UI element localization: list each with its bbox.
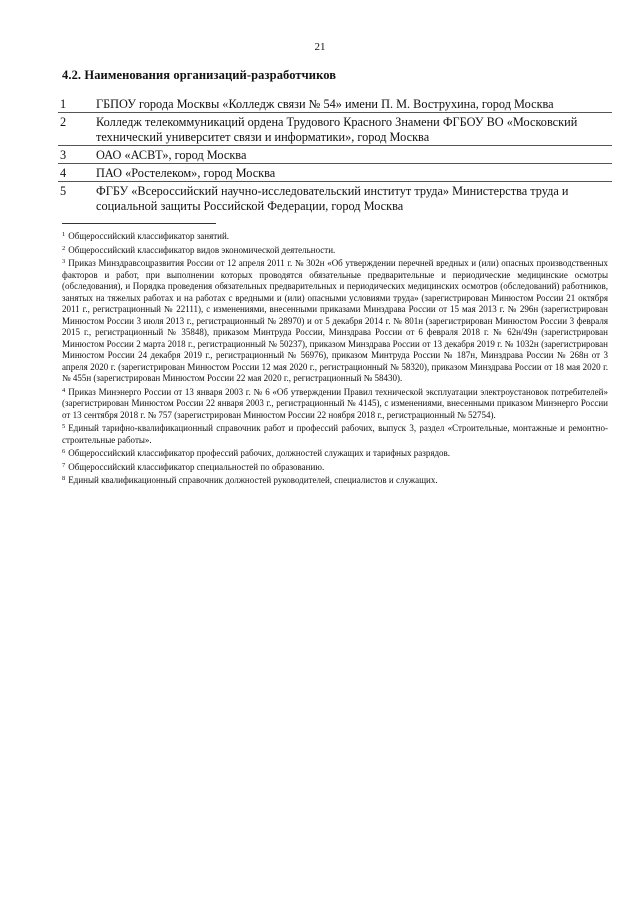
footnote-text: Общероссийский классификатор видов экономической деятельности. xyxy=(68,244,336,255)
row-number: 3 xyxy=(60,148,67,162)
organizations-table xyxy=(58,95,612,214)
footnote xyxy=(62,473,608,487)
row-number: 5 xyxy=(60,184,67,198)
footnote xyxy=(62,385,608,422)
table-row xyxy=(58,182,612,214)
organization-name: ГБПОУ города Москвы «Колледж связи № 54» имени П. М. Вострухина, город Москва xyxy=(96,97,554,111)
footnote-text: Приказ Минздравсоцразвития России от 12 апреля 2011 г. № 302н «Об утверждении перечней вредных и (или) опасных производственных факторов и работ, при выполнении которых проводятся обязательные предварительные и периодические медицинские осмотры (обследования), и Порядка проведения обязательных предварительных и периодических медицинских осмотров (обследований) работников, занятых на тяжелых работах и на работах с вредными и (или) опасными условиями труда» (зарегистрирован Минюстом России 21 октября 2011 г., регистрационный № 22111), с изменениями, внесенными приказами Минздрава России от 15 мая 2013 г. № 296н (зарегистрирован Минюстом России 3 июля 2013 г., регистрационный № 28970) и от 5 декабря 2014 г. № 801н (зарегистрирован Минюстом России 3 февраля 2015 г., регистрационный № 35848), приказом Минтруда России, Минздрава России от 6 февраля 2018 г. № 62н/49н (зарегистрирован Минюстом России 2 марта 2018 г., регистрационный № 50237), приказом Минздрава России от 13 декабря 2019 г. № 1032н (зарегистрирован Минюстом России 24 декабря 2019 г., регистрационный № 56976), приказом Минтруда России № 187н, Минздрава России № 268н от 3 апреля 2020 г. (зарегистрирован Минюстом России 12 мая 2020 г., регистрационный № 58320), приказом Минздрава России от 18 мая 2020 г. № 455н (зарегистрирован Минюстом России 22 мая 2020 г., регистрационный № 58430). xyxy=(62,258,608,383)
footnote-mark: 1 xyxy=(62,231,66,238)
row-number: 1 xyxy=(60,97,67,111)
footnote-mark: 7 xyxy=(62,461,66,469)
section-title: 4.2. Наименования организаций-разработчиков xyxy=(62,68,337,82)
footnote-mark: 4 xyxy=(62,386,66,394)
footnote-mark: 8 xyxy=(62,475,66,482)
table-row xyxy=(58,113,612,146)
footnote-text: Общероссийский классификатор специальностей по образованию. xyxy=(68,461,325,472)
footnote-mark: 6 xyxy=(62,448,66,455)
organization-name: ОАО «АСВТ», город Москва xyxy=(96,148,247,162)
table-row xyxy=(58,146,612,164)
footnote xyxy=(62,229,608,243)
footnote-mark: 2 xyxy=(62,244,66,252)
table-row xyxy=(58,95,612,113)
organization-name: Колледж телекоммуникаций ордена Трудового Красного Знамени ФГБОУ ВО «Московский технический университет связи и информатики», город Москва xyxy=(96,115,578,144)
footnote xyxy=(62,256,608,385)
footnotes xyxy=(62,223,608,487)
footnote xyxy=(62,460,608,474)
footnote xyxy=(62,243,608,257)
table-row xyxy=(58,164,612,182)
footnote-mark: 3 xyxy=(62,258,66,265)
footnote-text: Единый квалификационный справочник должностей руководителей, специалистов и служащих. xyxy=(68,475,438,485)
footnote-text: Общероссийский классификатор профессий рабочих, должностей служащих и тарифных разрядов. xyxy=(68,448,451,458)
footnote-mark: 5 xyxy=(62,423,66,430)
footnote xyxy=(62,446,608,460)
footnote-text: Общероссийский классификатор занятий. xyxy=(68,231,230,241)
organization-name: ПАО «Ростелеком», город Москва xyxy=(96,166,276,180)
footnote xyxy=(62,421,608,446)
row-number: 4 xyxy=(60,166,67,180)
footnote-divider xyxy=(62,223,216,224)
footnote-text: Приказ Минэнерго России от 13 января 2003 г. № 6 «Об утверждении Правил технической эксплуатации электроустановок потребителей» (зарегистрирован Минюстом России 22 января 2003 г., регистрационный № 4145), с изменениями, внесенными приказом Минэнерго России от 13 сентября 2018 г. № 757 (зарегистрирован Минюстом России 22 ноября 2018 г., регистрационный № 52754). xyxy=(62,386,608,420)
page-number: 21 xyxy=(314,41,326,53)
organization-name: ФГБУ «Всероссийский научно-исследовательский институт труда» Министерства труда и социальной защиты Российской Федерации, город Москва xyxy=(96,184,569,213)
footnote-text: Единый тарифно-квалификационный справочник работ и профессий рабочих, выпуск 3, раздел «Строительные, монтажные и ремонтно-строительные работы». xyxy=(62,423,608,445)
row-number: 2 xyxy=(60,115,67,129)
